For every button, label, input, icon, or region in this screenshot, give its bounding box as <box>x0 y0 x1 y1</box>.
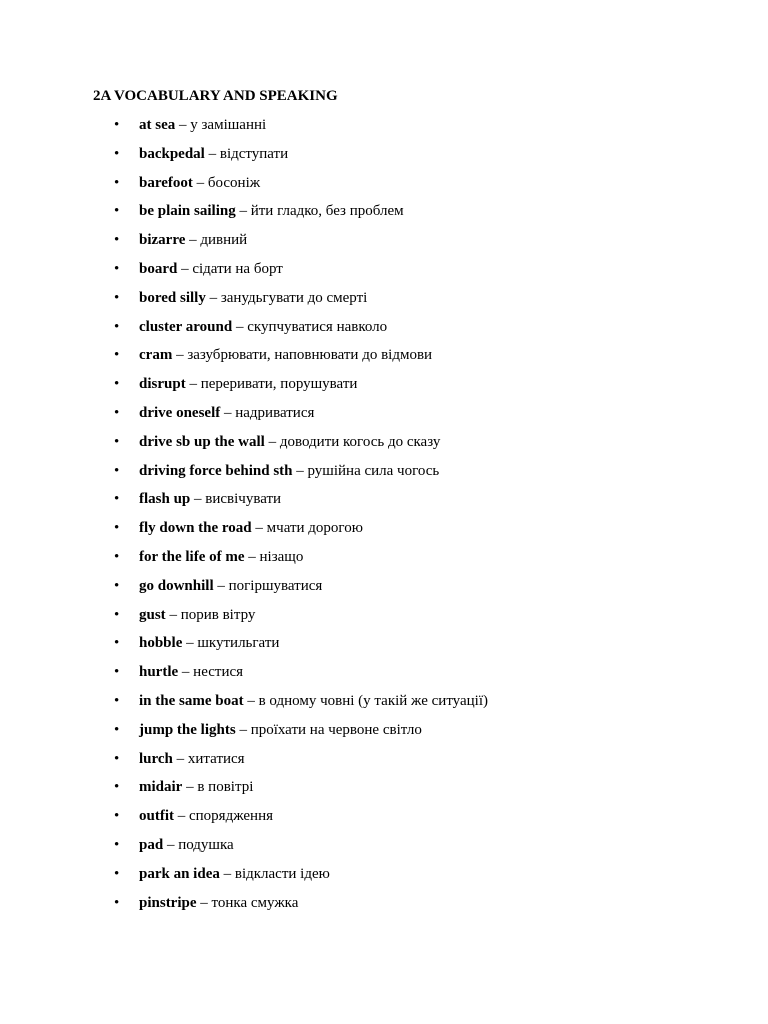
vocab-term: in the same boat <box>139 692 244 709</box>
vocab-translation: йти гладко, без проблем <box>250 203 404 220</box>
vocab-translation: хитатися <box>187 750 245 767</box>
vocab-term: park an idea <box>139 865 220 882</box>
vocab-translation: висвічувати <box>205 491 282 508</box>
vocab-entry <box>139 231 247 249</box>
vocab-term: bizarre <box>139 232 186 249</box>
vocab-separator: – <box>219 865 235 882</box>
vocab-term: flash up <box>139 491 191 508</box>
bullet-icon: • <box>114 491 120 508</box>
vocab-entry <box>139 663 243 681</box>
vocab-term: pad <box>139 836 164 853</box>
vocab-separator: – <box>175 117 191 133</box>
bullet-icon: • <box>114 145 120 162</box>
vocab-translation: занудьгувати до смерті <box>220 289 368 306</box>
vocab-term: lurch <box>139 750 173 767</box>
vocab-term: be plain sailing <box>139 203 236 220</box>
vocab-entry <box>139 346 432 364</box>
vocab-separator: – <box>182 779 198 796</box>
vocab-separator: – <box>292 462 308 479</box>
vocab-separator: – <box>205 289 221 306</box>
bullet-icon: • <box>114 520 120 537</box>
vocab-term: jump the lights <box>139 721 236 738</box>
bullet-icon: • <box>114 289 120 306</box>
bullet-icon: • <box>114 347 120 364</box>
vocab-translation: надриватися <box>235 404 315 421</box>
vocab-separator: – <box>232 318 248 335</box>
bullet-icon: • <box>114 894 120 911</box>
bullet-icon: • <box>114 865 120 882</box>
vocab-separator: – <box>192 174 208 191</box>
bullet-icon: • <box>114 174 120 191</box>
bullet-icon: • <box>114 692 120 709</box>
vocab-term: fly down the road <box>139 520 252 537</box>
vocab-translation: переривати, порушувати <box>200 376 358 393</box>
bullet-icon: • <box>114 577 120 594</box>
vocab-entry <box>139 433 440 451</box>
bullet-icon: • <box>114 808 120 825</box>
vocab-separator: – <box>177 260 193 277</box>
vocab-entry <box>139 807 273 825</box>
page-title: 2A VOCABULARY AND SPEAKING <box>93 88 338 104</box>
vocab-translation: у замішанні <box>190 117 267 133</box>
vocab-separator: – <box>244 548 260 565</box>
vocab-translation: порив вітру <box>180 606 256 623</box>
vocab-entry <box>139 289 367 307</box>
vocab-translation: погіршуватися <box>228 577 323 594</box>
vocab-entry <box>139 634 279 652</box>
vocab-separator: – <box>213 577 229 594</box>
vocab-translation: босоніж <box>207 174 261 191</box>
vocab-translation: шкутильгати <box>197 635 280 652</box>
vocab-entry <box>139 519 363 537</box>
vocab-translation: мчати дорогою <box>266 520 363 537</box>
vocab-translation: доводити когось до сказу <box>279 433 441 450</box>
vocab-separator: – <box>196 894 212 911</box>
vocab-separator: – <box>174 808 189 825</box>
vocab-term: for the life of me <box>139 548 245 565</box>
vocab-term: at sea <box>139 117 176 133</box>
vocab-term: backpedal <box>139 145 205 162</box>
vocab-entry <box>139 721 422 739</box>
bullet-icon: • <box>114 750 120 767</box>
vocab-separator: – <box>264 433 280 450</box>
vocab-translation: нестися <box>193 664 244 681</box>
vocab-term: bored silly <box>139 289 206 306</box>
vocab-separator: – <box>163 836 179 853</box>
vocab-entry <box>139 750 245 768</box>
vocab-separator: – <box>220 404 236 421</box>
vocab-entry <box>139 692 488 710</box>
vocab-term: outfit <box>139 808 174 825</box>
vocab-entry <box>139 404 314 422</box>
bullet-icon: • <box>114 376 120 393</box>
vocab-separator: – <box>204 145 220 162</box>
vocab-term: gust <box>139 606 166 623</box>
vocab-entry <box>139 577 322 595</box>
vocab-translation: в одному човні (у такій же ситуації) <box>258 692 488 709</box>
vocab-term: cluster around <box>139 318 233 335</box>
bullet-icon: • <box>114 462 120 479</box>
vocab-term: barefoot <box>139 174 193 191</box>
vocab-term: pinstripe <box>139 894 197 911</box>
vocab-entry <box>139 318 387 336</box>
vocab-translation: спорядження <box>189 808 273 825</box>
bullet-icon: • <box>114 433 120 450</box>
vocab-entry <box>139 490 281 508</box>
vocab-separator: – <box>243 692 259 709</box>
bullet-icon: • <box>114 779 120 796</box>
vocab-translation: зазубрювати, наповнювати до відмови <box>187 347 433 364</box>
vocab-translation: в повітрі <box>197 779 254 796</box>
vocab-translation: скупчуватися навколо <box>247 318 388 335</box>
vocab-entry <box>139 894 298 912</box>
vocab-term: midair <box>139 779 183 796</box>
vocab-translation: сідати на борт <box>192 260 283 277</box>
vocab-term: disrupt <box>139 376 186 393</box>
vocab-translation: відступати <box>219 145 289 162</box>
vocab-term: drive sb up the wall <box>139 433 265 450</box>
bullet-icon: • <box>114 548 120 565</box>
vocab-term: driving force behind sth <box>139 462 293 479</box>
vocab-translation: тонка смужка <box>211 894 299 911</box>
vocab-separator: – <box>185 232 201 249</box>
vocab-translation: проїхати на червоне світло <box>250 721 422 738</box>
vocab-separator: – <box>165 606 181 623</box>
vocab-term: hurtle <box>139 664 179 681</box>
vocab-separator: – <box>235 203 251 220</box>
vocab-entry <box>139 202 404 220</box>
bullet-icon: • <box>114 836 120 853</box>
vocab-separator: – <box>172 347 188 364</box>
vocab-separator: – <box>185 376 201 393</box>
vocab-separator: – <box>190 491 206 508</box>
vocab-term: cram <box>139 347 173 364</box>
vocab-separator: – <box>182 635 198 652</box>
vocab-term: board <box>139 260 178 277</box>
bullet-icon: • <box>114 318 120 335</box>
bullet-icon: • <box>114 260 120 277</box>
vocab-entry <box>139 836 234 854</box>
bullet-icon: • <box>114 232 120 249</box>
vocab-term: go downhill <box>139 577 214 594</box>
bullet-icon: • <box>114 721 120 738</box>
vocab-entry <box>139 548 303 566</box>
bullet-icon: • <box>114 203 120 220</box>
vocab-separator: – <box>251 520 267 537</box>
bullet-icon: • <box>114 606 120 623</box>
bullet-icon: • <box>114 404 120 421</box>
vocab-translation: дивний <box>200 232 248 249</box>
vocab-term: hobble <box>139 635 183 652</box>
bullet-icon: • <box>114 635 120 652</box>
vocab-separator: – <box>172 750 188 767</box>
vocab-term: drive oneself <box>139 404 221 421</box>
bullet-icon: • <box>114 117 120 133</box>
vocab-entry <box>139 606 255 624</box>
vocab-translation: нізащо <box>259 548 304 565</box>
vocab-translation: відкласти ідею <box>234 865 330 882</box>
vocab-entry <box>139 145 288 163</box>
vocab-entry <box>139 375 357 393</box>
vocab-entry <box>139 462 439 480</box>
vocab-separator: – <box>178 664 194 681</box>
vocab-entry <box>139 116 266 134</box>
vocab-entry <box>139 865 330 883</box>
vocab-translation: рушійна сила чогось <box>307 462 440 479</box>
vocab-separator: – <box>235 721 251 738</box>
vocab-entry <box>139 778 253 796</box>
vocab-entry <box>139 260 283 278</box>
bullet-icon: • <box>114 664 120 681</box>
vocab-entry <box>139 174 260 192</box>
vocab-translation: подушка <box>178 836 234 853</box>
